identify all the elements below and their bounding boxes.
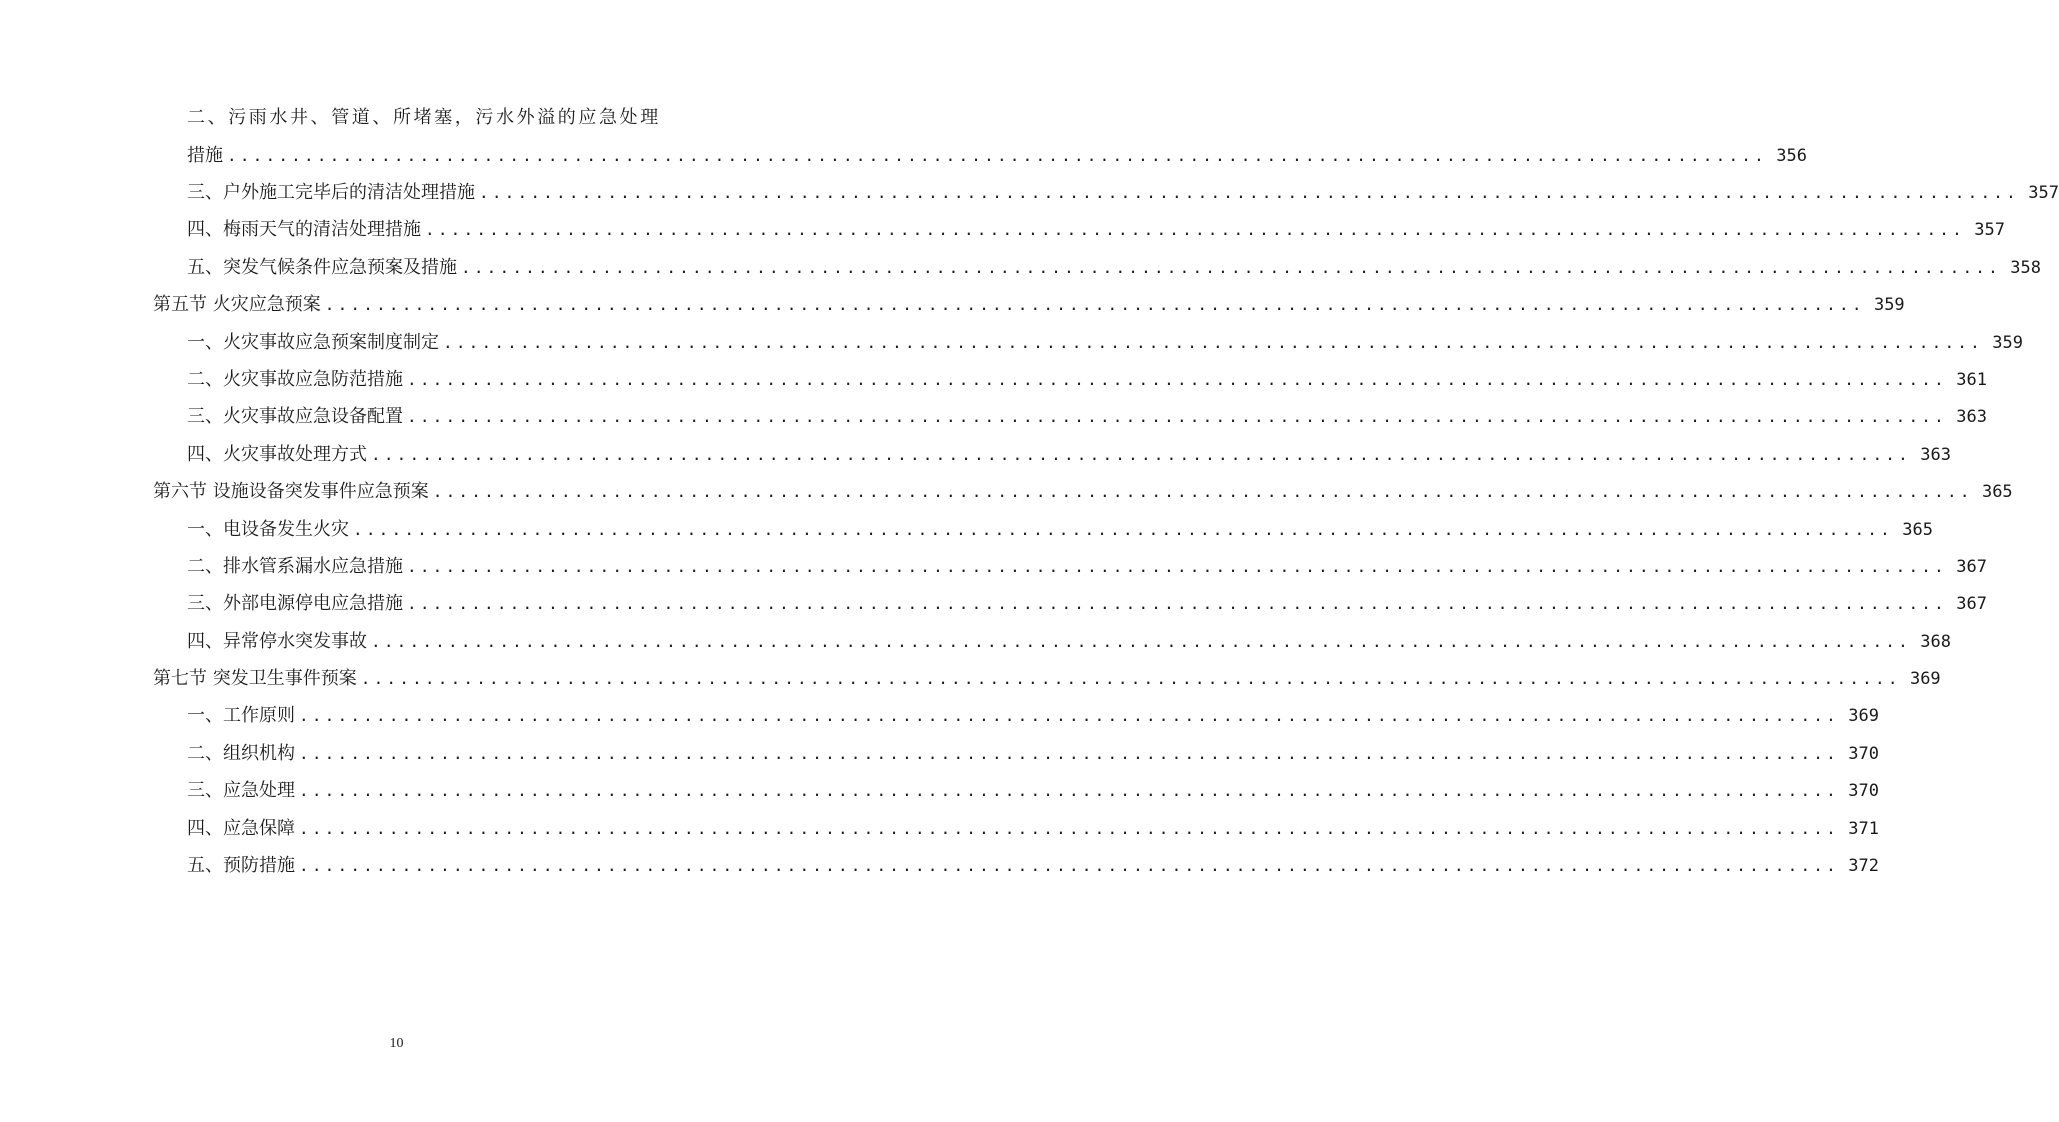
dot-leader: ........................................................................................................................	[324, 295, 1865, 314]
toc-entry-page: 370	[1848, 744, 1879, 764]
toc-entry-label: 三、应急处理	[187, 780, 295, 801]
dot-leader: ........................................................................................................................	[443, 333, 1983, 352]
toc-entry-label: 四、应急保障	[187, 818, 295, 839]
dot-leader: ........................................................................................................................	[227, 146, 1767, 165]
toc-entry[interactable]	[187, 517, 1933, 543]
dot-leader: ........................................................................................................................	[479, 183, 2019, 202]
dot-leader: ........................................................................................................................	[425, 220, 1965, 239]
dot-leader: ........................................................................................................................	[407, 557, 1947, 576]
toc-entry-page: 358	[2010, 258, 2041, 278]
dot-leader: ........................................................................................................................	[299, 819, 1839, 838]
dot-leader: ........................................................................................................................	[360, 669, 1901, 688]
dot-leader: ........................................................................................................................	[299, 744, 1839, 763]
toc-entry-page: 357	[2028, 183, 2059, 203]
dot-leader: ........................................................................................................................	[461, 258, 2001, 277]
toc-entry-label: 一、电设备发生火灾	[187, 519, 349, 540]
toc-entry[interactable]	[187, 853, 1879, 879]
toc-entry-label: 五、预防措施	[187, 855, 295, 876]
dot-leader: ........................................................................................................................	[299, 856, 1839, 875]
toc-entry[interactable]	[187, 367, 1987, 393]
toc-entry-label: 二、排水管系漏水应急措施	[187, 556, 403, 577]
dot-leader: ........................................................................................................................	[432, 482, 1973, 501]
toc-section-entry[interactable]	[153, 292, 1905, 318]
toc-entry-label: 一、火灾事故应急预案制度制定	[187, 332, 439, 353]
toc-entry[interactable]	[187, 255, 2041, 281]
toc-entry-page: 371	[1848, 819, 1879, 839]
toc-entry-label: 第五节 火灾应急预案	[153, 294, 321, 315]
toc-entry[interactable]	[187, 404, 1987, 430]
toc-entry[interactable]	[187, 554, 1987, 580]
toc-entry-label: 三、火灾事故应急设备配置	[187, 406, 403, 427]
toc-entry[interactable]	[187, 816, 1879, 842]
toc-entry-page: 370	[1848, 781, 1879, 801]
toc-entry-page: 368	[1920, 632, 1951, 652]
toc-entry-page: 363	[1920, 445, 1951, 465]
toc-entry-label: 四、异常停水突发事故	[187, 631, 367, 652]
toc-entry-label: 五、突发气候条件应急预案及措施	[187, 257, 457, 278]
toc-entry[interactable]	[187, 217, 2005, 243]
toc-entry-label: 三、户外施工完毕后的清洁处理措施	[187, 182, 475, 203]
dot-leader: ........................................................................................................................	[407, 407, 1947, 426]
toc-entry-label: 第七节 突发卫生事件预案	[153, 668, 357, 689]
page-number: 10	[389, 1036, 404, 1051]
toc-entry[interactable]	[187, 629, 1951, 655]
toc-entry-wrapped-line1[interactable]: 二、污雨水井、管道、所堵塞，污水外溢的应急处理	[187, 107, 661, 128]
dot-leader: ........................................................................................................................	[371, 445, 1911, 464]
toc-entry[interactable]	[187, 591, 1987, 617]
toc-entry-page: 359	[1873, 295, 1905, 315]
toc-entry[interactable]	[187, 330, 2023, 356]
dot-leader: ........................................................................................................................	[407, 370, 1947, 389]
toc-entry-page: 369	[1848, 706, 1879, 726]
toc-section-entry[interactable]	[153, 479, 2013, 505]
toc-entry-label: 四、火灾事故处理方式	[187, 444, 367, 465]
toc-entry-page: 367	[1956, 594, 1987, 614]
toc-entry-label: 措施	[187, 145, 223, 166]
toc-entry[interactable]	[187, 703, 1879, 729]
toc-entry-page: 369	[1909, 669, 1941, 689]
toc-entry-wrapped[interactable]	[187, 143, 1807, 169]
toc-entry-page: 363	[1956, 407, 1987, 427]
toc-entry-label: 三、外部电源停电应急措施	[187, 593, 403, 614]
dot-leader: ........................................................................................................................	[371, 632, 1911, 651]
toc-entry-page: 359	[1992, 333, 2023, 353]
toc-entry-page: 361	[1956, 370, 1987, 390]
dot-leader: ........................................................................................................................	[407, 594, 1947, 613]
dot-leader: ........................................................................................................................	[299, 706, 1839, 725]
toc-entry-page: 372	[1848, 856, 1879, 876]
toc-entry-page: 367	[1956, 557, 1987, 577]
toc-entry-page: 357	[1974, 220, 2005, 240]
toc-entry-page: 365	[1902, 520, 1933, 540]
toc-entry[interactable]	[187, 442, 1951, 468]
toc-entry[interactable]	[187, 778, 1879, 804]
dot-leader: ........................................................................................................................	[353, 520, 1893, 539]
dot-leader: ........................................................................................................................	[299, 781, 1839, 800]
toc-entry-label: 二、组织机构	[187, 743, 295, 764]
toc-entry-page: 356	[1776, 146, 1807, 166]
toc-entry-label: 第六节 设施设备突发事件应急预案	[153, 481, 429, 502]
toc-entry-label: 四、梅雨天气的清洁处理措施	[187, 219, 421, 240]
toc-section-entry[interactable]	[153, 666, 1941, 692]
toc-entry-page: 365	[1981, 482, 2013, 502]
toc-entry-label: 一、工作原则	[187, 705, 295, 726]
toc-entry[interactable]	[187, 180, 2059, 206]
toc-entry[interactable]	[187, 741, 1879, 767]
toc-entry-label: 二、火灾事故应急防范措施	[187, 369, 403, 390]
